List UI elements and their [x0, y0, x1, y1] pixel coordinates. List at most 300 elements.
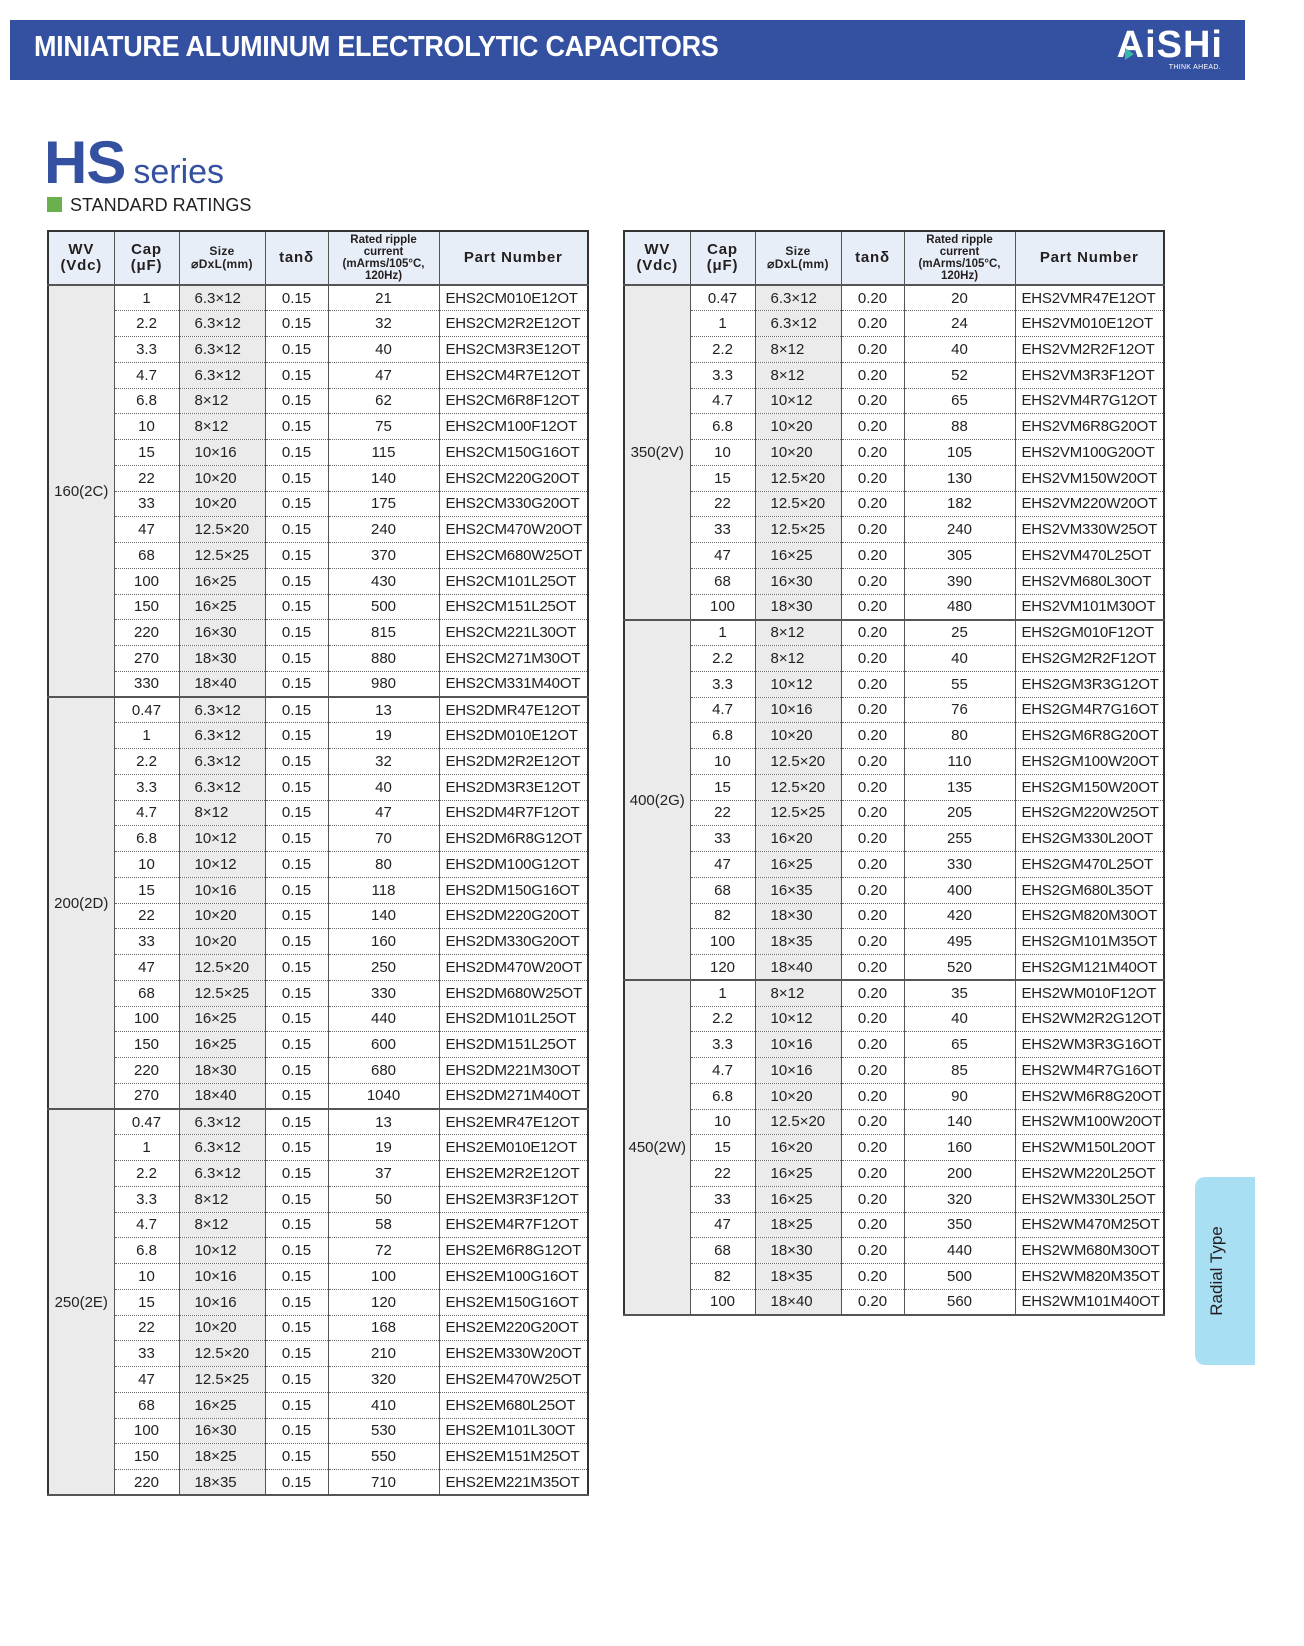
ripple-current-cell: 105 [904, 440, 1015, 466]
side-tab-radial-type[interactable] [1195, 1177, 1255, 1365]
ripple-current-cell: 88 [904, 414, 1015, 440]
series-code: HS [44, 129, 126, 196]
tan-delta-cell: 0.15 [265, 1238, 328, 1264]
ripple-current-cell: 13 [328, 697, 439, 723]
part-number-cell: EHS2WM150L20OT [1015, 1135, 1164, 1161]
table-row [48, 903, 588, 929]
table-row [48, 1006, 588, 1032]
tan-delta-cell: 0.20 [841, 1186, 904, 1212]
capacitance-cell: 150 [114, 1444, 179, 1470]
size-cell: 8×12 [179, 1186, 265, 1212]
capacitance-cell: 120 [690, 955, 755, 981]
table-row [48, 362, 588, 388]
col-header-cap-line: Cap [707, 241, 738, 259]
part-number-cell: EHS2GM121M40OT [1015, 955, 1164, 981]
tan-delta-cell: 0.20 [841, 774, 904, 800]
table-row [48, 1212, 588, 1238]
table-row [624, 620, 1164, 646]
part-number-cell: EHS2DM271M40OT [439, 1083, 588, 1109]
ripple-current-cell: 440 [904, 1238, 1015, 1264]
capacitance-cell: 6.8 [114, 1238, 179, 1264]
ripple-current-cell: 110 [904, 749, 1015, 775]
capacitance-cell: 22 [690, 800, 755, 826]
ripple-current-cell: 305 [904, 543, 1015, 569]
table-row [48, 980, 588, 1006]
capacitance-cell: 68 [114, 543, 179, 569]
size-cell: 10×20 [179, 491, 265, 517]
size-cell: 8×12 [755, 362, 841, 388]
tan-delta-cell: 0.15 [265, 620, 328, 646]
ripple-current-cell: 205 [904, 800, 1015, 826]
col-header-cap-line: (μF) [130, 257, 163, 274]
tan-delta-cell: 0.15 [265, 1083, 328, 1109]
tan-delta-cell: 0.15 [265, 1341, 328, 1367]
capacitance-cell: 0.47 [114, 1109, 179, 1135]
ripple-current-cell: 76 [904, 697, 1015, 723]
ripple-current-cell: 160 [328, 929, 439, 955]
part-number-cell: EHS2GM4R7G16OT [1015, 697, 1164, 723]
ripple-current-cell: 680 [328, 1058, 439, 1084]
capacitance-cell: 100 [114, 1418, 179, 1444]
table-row [624, 1264, 1164, 1290]
ripple-current-cell: 37 [328, 1161, 439, 1187]
tan-delta-cell: 0.15 [265, 1058, 328, 1084]
part-number-cell: EHS2VM101M30OT [1015, 594, 1164, 620]
capacitance-cell: 1 [114, 285, 179, 311]
col-header-part-number [1015, 231, 1164, 285]
size-cell: 18×30 [755, 903, 841, 929]
size-cell: 10×20 [179, 1315, 265, 1341]
capacitance-cell: 6.8 [690, 723, 755, 749]
size-cell: 12.5×20 [179, 955, 265, 981]
capacitance-cell: 0.47 [690, 285, 755, 311]
voltage-group-cell: 250(2E) [48, 1109, 114, 1495]
part-number-cell: EHS2VM3R3F12OT [1015, 362, 1164, 388]
ripple-current-cell: 80 [328, 852, 439, 878]
size-cell: 18×35 [755, 1264, 841, 1290]
tan-delta-cell: 0.15 [265, 1264, 328, 1290]
tan-delta-cell: 0.15 [265, 1186, 328, 1212]
size-cell: 6.3×12 [179, 697, 265, 723]
part-number-cell: EHS2GM150W20OT [1015, 774, 1164, 800]
size-cell: 10×16 [179, 1264, 265, 1290]
part-number-cell: EHS2DM101L25OT [439, 1006, 588, 1032]
capacitance-cell: 10 [114, 1264, 179, 1290]
col-header-wv-line: (Vdc) [636, 257, 678, 274]
col-header-part-number [439, 231, 588, 285]
table-row [48, 955, 588, 981]
ripple-current-cell: 500 [328, 594, 439, 620]
part-number-cell: EHS2GM010F12OT [1015, 620, 1164, 646]
capacitance-cell: 82 [690, 1264, 755, 1290]
part-number-cell: EHS2WM820M35OT [1015, 1264, 1164, 1290]
table-row [624, 1083, 1164, 1109]
ripple-current-cell: 240 [328, 517, 439, 543]
capacitance-cell: 22 [690, 491, 755, 517]
part-number-cell: EHS2CM331M40OT [439, 671, 588, 697]
part-number-cell: EHS2GM680L35OT [1015, 877, 1164, 903]
ratings-table-right [623, 230, 1165, 1316]
tan-delta-cell: 0.15 [265, 1289, 328, 1315]
capacitance-cell: 100 [114, 1006, 179, 1032]
tan-delta-cell: 0.15 [265, 1470, 328, 1496]
tan-delta-cell: 0.20 [841, 337, 904, 363]
part-number-cell: EHS2DM330G20OT [439, 929, 588, 955]
col-header-ripple-line: current [363, 245, 404, 258]
ripple-current-cell: 560 [904, 1289, 1015, 1315]
size-cell: 8×12 [755, 980, 841, 1006]
tan-delta-cell: 0.15 [265, 903, 328, 929]
series-word: series [133, 153, 225, 191]
part-number-cell: EHS2DM680W25OT [439, 980, 588, 1006]
part-number-cell: EHS2VM470L25OT [1015, 543, 1164, 569]
table-row [48, 465, 588, 491]
table-row [624, 774, 1164, 800]
ripple-current-cell: 70 [328, 826, 439, 852]
size-cell: 16×35 [755, 877, 841, 903]
capacitance-cell: 150 [114, 594, 179, 620]
table-row [48, 671, 588, 697]
tan-delta-cell: 0.20 [841, 594, 904, 620]
capacitance-cell: 3.3 [114, 1186, 179, 1212]
size-cell: 10×16 [179, 440, 265, 466]
part-number-cell: EHS2VM6R8G20OT [1015, 414, 1164, 440]
ripple-current-cell: 240 [904, 517, 1015, 543]
ripple-current-cell: 25 [904, 620, 1015, 646]
capacitance-cell: 6.8 [114, 826, 179, 852]
tan-delta-cell: 0.15 [265, 594, 328, 620]
tan-delta-cell: 0.15 [265, 1392, 328, 1418]
ripple-current-cell: 410 [328, 1392, 439, 1418]
table-row [48, 543, 588, 569]
size-cell: 10×12 [755, 671, 841, 697]
table-row [624, 337, 1164, 363]
part-number-cell: EHS2GM470L25OT [1015, 852, 1164, 878]
capacitance-cell: 22 [114, 465, 179, 491]
col-header-ripple-line: current [939, 245, 980, 258]
capacitance-cell: 15 [690, 774, 755, 800]
capacitance-cell: 22 [690, 1161, 755, 1187]
ripple-current-cell: 430 [328, 568, 439, 594]
tan-delta-cell: 0.20 [841, 929, 904, 955]
tan-delta-cell: 0.15 [265, 1444, 328, 1470]
tan-delta-cell: 0.15 [265, 749, 328, 775]
col-header-cap [114, 231, 179, 285]
series-heading [44, 128, 224, 197]
capacitance-cell: 15 [690, 465, 755, 491]
size-cell: 10×20 [755, 723, 841, 749]
size-cell: 18×40 [179, 671, 265, 697]
tan-delta-cell: 0.20 [841, 620, 904, 646]
table-row [624, 517, 1164, 543]
size-cell: 10×16 [755, 1058, 841, 1084]
part-number-cell: EHS2VM100G20OT [1015, 440, 1164, 466]
voltage-group-cell: 160(2C) [48, 285, 114, 697]
ripple-current-cell: 440 [328, 1006, 439, 1032]
ripple-current-cell: 200 [904, 1161, 1015, 1187]
capacitance-cell: 33 [114, 1341, 179, 1367]
part-number-cell: EHS2GM2R2F12OT [1015, 646, 1164, 672]
capacitance-cell: 330 [114, 671, 179, 697]
size-cell: 8×12 [755, 337, 841, 363]
tan-delta-cell: 0.20 [841, 980, 904, 1006]
ripple-current-cell: 140 [328, 465, 439, 491]
col-header-wv-line: (Vdc) [60, 257, 102, 274]
tan-delta-cell: 0.15 [265, 440, 328, 466]
tan-delta-cell: 0.15 [265, 1367, 328, 1393]
ripple-current-cell: 815 [328, 620, 439, 646]
part-number-cell: EHS2GM100W20OT [1015, 749, 1164, 775]
table-row [624, 465, 1164, 491]
header-banner [10, 20, 1245, 80]
part-number-cell: EHS2WM220L25OT [1015, 1161, 1164, 1187]
capacitance-cell: 100 [690, 1289, 755, 1315]
tan-delta-cell: 0.20 [841, 440, 904, 466]
ripple-current-cell: 140 [328, 903, 439, 929]
tan-delta-cell: 0.20 [841, 285, 904, 311]
table-row [624, 388, 1164, 414]
part-number-cell: EHS2EM221M35OT [439, 1470, 588, 1496]
table-row [624, 723, 1164, 749]
table-row [48, 1264, 588, 1290]
ripple-current-cell: 19 [328, 1135, 439, 1161]
table-row [624, 697, 1164, 723]
section-heading [47, 195, 251, 216]
size-cell: 8×12 [755, 620, 841, 646]
col-header-size-line: ⌀DxL(mm) [767, 257, 829, 271]
tan-delta-cell: 0.15 [265, 1418, 328, 1444]
size-cell: 16×30 [179, 1418, 265, 1444]
capacitance-cell: 1 [114, 1135, 179, 1161]
ripple-current-cell: 500 [904, 1264, 1015, 1290]
tan-delta-cell: 0.20 [841, 1161, 904, 1187]
capacitance-cell: 2.2 [114, 1161, 179, 1187]
size-cell: 16×30 [755, 568, 841, 594]
ripple-current-cell: 480 [904, 594, 1015, 620]
capacitance-cell: 33 [690, 1186, 755, 1212]
table-row [624, 440, 1164, 466]
size-cell: 10×20 [179, 465, 265, 491]
col-header-ripple [904, 231, 1015, 285]
part-number-cell: EHS2WM4R7G16OT [1015, 1058, 1164, 1084]
tan-delta-cell: 0.15 [265, 311, 328, 337]
table-row [624, 1032, 1164, 1058]
size-cell: 18×40 [755, 955, 841, 981]
ripple-current-cell: 140 [904, 1109, 1015, 1135]
ripple-current-cell: 175 [328, 491, 439, 517]
tan-delta-cell: 0.15 [265, 517, 328, 543]
capacitance-cell: 2.2 [690, 1006, 755, 1032]
col-header-size [755, 231, 841, 285]
tan-delta-cell: 0.15 [265, 1109, 328, 1135]
table-row [48, 723, 588, 749]
section-marker-icon [47, 197, 62, 212]
size-cell: 6.3×12 [179, 362, 265, 388]
capacitance-cell: 2.2 [690, 337, 755, 363]
part-number-cell: EHS2DM221M30OT [439, 1058, 588, 1084]
size-cell: 12.5×20 [755, 491, 841, 517]
size-cell: 16×25 [755, 1186, 841, 1212]
table-row [48, 1238, 588, 1264]
tan-delta-cell: 0.20 [841, 1135, 904, 1161]
part-number-cell: EHS2VM330W25OT [1015, 517, 1164, 543]
col-header-ripple-line: (mArms/105°C, [918, 258, 1001, 270]
size-cell: 8×12 [755, 646, 841, 672]
part-number-cell: EHS2CM6R8F12OT [439, 388, 588, 414]
ripple-current-cell: 13 [328, 1109, 439, 1135]
ripple-current-cell: 390 [904, 568, 1015, 594]
tan-delta-cell: 0.20 [841, 388, 904, 414]
part-number-cell: EHS2CM151L25OT [439, 594, 588, 620]
part-number-cell: EHS2DM100G12OT [439, 852, 588, 878]
table-row [624, 877, 1164, 903]
size-cell: 18×30 [755, 594, 841, 620]
col-header-tan-line: tanδ [279, 249, 314, 267]
table-row [48, 1032, 588, 1058]
tan-delta-cell: 0.15 [265, 723, 328, 749]
size-cell: 16×25 [179, 568, 265, 594]
part-number-cell: EHS2WM101M40OT [1015, 1289, 1164, 1315]
ripple-current-cell: 168 [328, 1315, 439, 1341]
ripple-current-cell: 20 [904, 285, 1015, 311]
part-number-cell: EHS2EMR47E12OT [439, 1109, 588, 1135]
size-cell: 12.5×20 [755, 1109, 841, 1135]
ripple-current-cell: 320 [328, 1367, 439, 1393]
capacitance-cell: 47 [690, 1212, 755, 1238]
size-cell: 16×25 [179, 594, 265, 620]
tan-delta-cell: 0.15 [265, 568, 328, 594]
table-row [48, 1341, 588, 1367]
table-row [624, 1109, 1164, 1135]
capacitance-cell: 47 [114, 1367, 179, 1393]
size-cell: 12.5×25 [755, 517, 841, 543]
part-number-cell: EHS2DM470W20OT [439, 955, 588, 981]
part-number-cell: EHS2WM470M25OT [1015, 1212, 1164, 1238]
ripple-current-cell: 350 [904, 1212, 1015, 1238]
ripple-current-cell: 52 [904, 362, 1015, 388]
size-cell: 6.3×12 [179, 749, 265, 775]
ripple-current-cell: 40 [328, 774, 439, 800]
ripple-current-cell: 210 [328, 1341, 439, 1367]
table-row [624, 929, 1164, 955]
table-row [48, 1083, 588, 1109]
part-number-cell: EHS2CM3R3E12OT [439, 337, 588, 363]
capacitance-cell: 68 [690, 877, 755, 903]
part-number-cell: EHS2DM151L25OT [439, 1032, 588, 1058]
capacitance-cell: 15 [114, 877, 179, 903]
table-row [624, 543, 1164, 569]
logo-play-icon [1125, 48, 1134, 60]
ripple-current-cell: 35 [904, 980, 1015, 1006]
size-cell: 6.3×12 [179, 311, 265, 337]
size-cell: 6.3×12 [755, 311, 841, 337]
part-number-cell: EHS2EM330W20OT [439, 1341, 588, 1367]
col-header-size-line: Size [209, 244, 235, 259]
ripple-current-cell: 320 [904, 1186, 1015, 1212]
size-cell: 6.3×12 [755, 285, 841, 311]
ripple-current-cell: 47 [328, 362, 439, 388]
ripple-current-cell: 40 [904, 1006, 1015, 1032]
capacitance-cell: 1 [114, 723, 179, 749]
capacitance-cell: 3.3 [690, 1032, 755, 1058]
col-header-wv [624, 231, 690, 285]
ripple-current-cell: 420 [904, 903, 1015, 929]
capacitance-cell: 4.7 [114, 800, 179, 826]
capacitance-cell: 4.7 [690, 1058, 755, 1084]
table-row [624, 1238, 1164, 1264]
ripple-current-cell: 255 [904, 826, 1015, 852]
tan-delta-cell: 0.20 [841, 749, 904, 775]
capacitance-cell: 2.2 [690, 646, 755, 672]
size-cell: 6.3×12 [179, 1109, 265, 1135]
logo-wordmark: AiSHi [1116, 24, 1223, 66]
size-cell: 10×12 [179, 1238, 265, 1264]
table-row [624, 980, 1164, 1006]
tan-delta-cell: 0.15 [265, 1006, 328, 1032]
col-header-size [179, 231, 265, 285]
table-row [48, 337, 588, 363]
size-cell: 12.5×25 [179, 543, 265, 569]
table-row [48, 877, 588, 903]
capacitance-cell: 3.3 [114, 774, 179, 800]
ripple-current-cell: 530 [328, 1418, 439, 1444]
ripple-current-cell: 100 [328, 1264, 439, 1290]
ripple-current-cell: 90 [904, 1083, 1015, 1109]
tan-delta-cell: 0.20 [841, 543, 904, 569]
part-number-cell: EHS2EM2R2E12OT [439, 1161, 588, 1187]
ripple-current-cell: 85 [904, 1058, 1015, 1084]
size-cell: 10×12 [755, 1006, 841, 1032]
size-cell: 6.3×12 [179, 1161, 265, 1187]
capacitance-cell: 33 [114, 929, 179, 955]
size-cell: 16×25 [755, 852, 841, 878]
capacitance-cell: 68 [690, 568, 755, 594]
capacitance-cell: 10 [690, 1109, 755, 1135]
col-header-ripple-line: (mArms/105°C, [342, 258, 425, 270]
size-cell: 12.5×20 [755, 774, 841, 800]
table-row [48, 388, 588, 414]
table-row [48, 1109, 588, 1135]
part-number-cell: EHS2EM101L30OT [439, 1418, 588, 1444]
tan-delta-cell: 0.20 [841, 671, 904, 697]
tan-delta-cell: 0.20 [841, 903, 904, 929]
tan-delta-cell: 0.20 [841, 646, 904, 672]
ripple-current-cell: 330 [904, 852, 1015, 878]
table-row [48, 749, 588, 775]
part-number-cell: EHS2WM2R2G12OT [1015, 1006, 1164, 1032]
ripple-current-cell: 118 [328, 877, 439, 903]
ripple-current-cell: 115 [328, 440, 439, 466]
ripple-current-cell: 65 [904, 388, 1015, 414]
ripple-current-cell: 24 [904, 311, 1015, 337]
tan-delta-cell: 0.20 [841, 877, 904, 903]
capacitance-cell: 2.2 [114, 749, 179, 775]
ripple-current-cell: 80 [904, 723, 1015, 749]
part-number-cell: EHS2EM6R8G12OT [439, 1238, 588, 1264]
table-row [48, 517, 588, 543]
tan-delta-cell: 0.20 [841, 800, 904, 826]
part-number-cell: EHS2GM101M35OT [1015, 929, 1164, 955]
table-row [624, 1006, 1164, 1032]
size-cell: 8×12 [179, 800, 265, 826]
table-row [48, 774, 588, 800]
ripple-current-cell: 710 [328, 1470, 439, 1496]
capacitance-cell: 2.2 [114, 311, 179, 337]
size-cell: 16×25 [755, 1161, 841, 1187]
part-number-cell: EHS2CM221L30OT [439, 620, 588, 646]
tan-delta-cell: 0.15 [265, 1135, 328, 1161]
capacitance-cell: 10 [690, 749, 755, 775]
